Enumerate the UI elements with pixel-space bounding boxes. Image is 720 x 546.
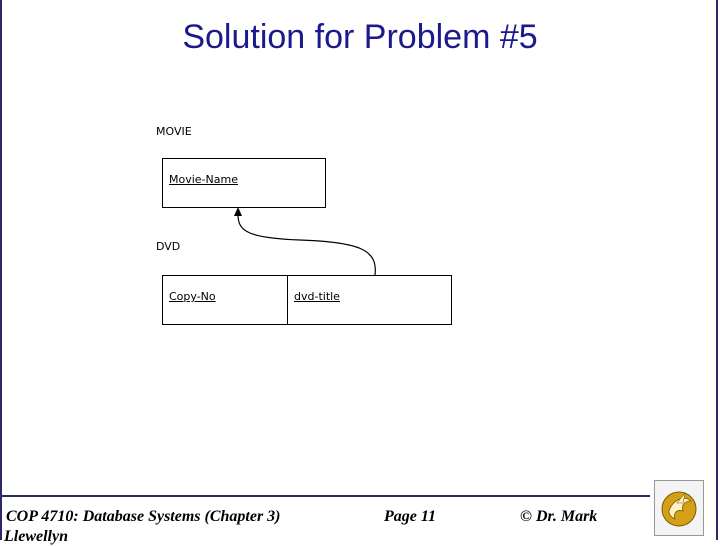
entity-label-movie: MOVIE	[156, 125, 192, 138]
ucf-pegasus-logo-icon	[654, 480, 704, 536]
arrow-line	[238, 215, 375, 275]
attribute-copy-no: Copy-No	[169, 290, 216, 303]
footer-page: Page 11	[384, 508, 436, 525]
attribute-dvd-title: dvd-title	[294, 290, 340, 303]
footer-author-cont: Llewellyn	[4, 528, 68, 545]
attribute-movie-name: Movie-Name	[169, 173, 238, 186]
footer-author: © Dr. Mark	[520, 508, 598, 525]
footer-divider	[0, 495, 650, 497]
footer-course: COP 4710: Database Systems (Chapter 3)	[6, 508, 281, 525]
entity-label-dvd: DVD	[156, 240, 181, 253]
slide-title: Solution for Problem #5	[182, 18, 538, 56]
arrow-head	[234, 207, 242, 216]
